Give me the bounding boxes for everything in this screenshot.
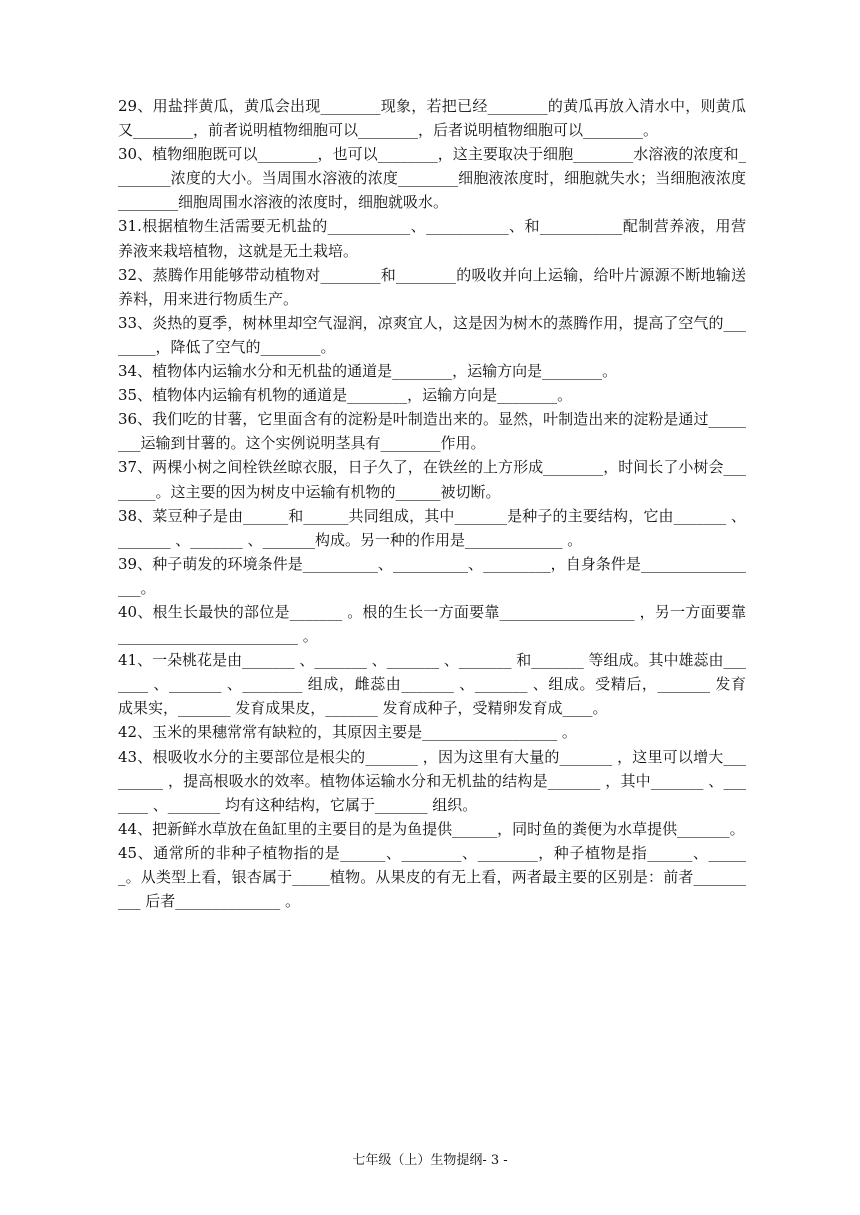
question-32: 32、蒸腾作用能够带动植物对________和________的吸收并向上运输，给叶片源源不断地输送养料，用来进行物质生产。 [118,265,746,308]
question-35: 35、植物体内运输有机物的通道是________，运输方向是________。 [118,386,573,405]
question-42: 42、玉米的果穗常常有缺粒的，其原因主要是__________________ 。 [118,723,577,742]
question-38: 38、菜豆种子是由______和______共同组成，其中_______是种子的主要结构，它由_______ 、_______ 、_______ 、_______构成。另一种的作用是_____________ 。 [118,506,746,549]
question-36: 36、我们吃的甘薯，它里面含有的淀粉是叶制造出来的。显然，叶制造出来的淀粉是通过________运输到甘薯的。这个实例说明茎具有________作用。 [118,410,746,453]
page-footer: 七年级（上）生物提纲- 3 - [352,1153,508,1168]
question-33: 33、炎热的夏季，树林里却空气湿润，凉爽宜人，这是因为树木的蒸腾作用，提高了空气的________，降低了空气的________。 [118,313,746,356]
question-29: 29、用盐拌黄瓜，黄瓜会出现________现象，若把已经________的黄瓜再放入清水中，则黄瓜又________，前者说明植物细胞可以________，后者说明植物细胞可以________。 [118,97,746,140]
question-45: 45、通常所的非种子植物指的是______、________、________，种子植物是指______、______。从类型上看，银杏属于_____植物。从果皮的有无上看，两者最主要的区别是：前者__________ 后者______________ 。 [118,843,746,911]
question-31: 31.根据植物生活需要无机盐的___________、___________、和___________配制营养液，用营养液来栽培植物，这就是无土栽培。 [118,217,746,260]
question-43: 43、根吸收水分的主要部位是根尖的_______ ，因为这里有大量的_______ ，这里可以增大_________ ，提高根吸水的效率。植物体运输水分和无机盐的结构是_______ ，其中_______ 、_______ 、_______ 均有这种结构，它属于_______ 组织。 [118,747,746,814]
question-30: 30、植物细胞既可以________，也可以________，这主要取决于细胞________水溶液的浓度和________浓度的大小。当周围水溶液的浓度________细胞液浓度时，细胞就失水；当细胞液浓度________细胞周围水溶液的浓度时，细胞就吸水。 [118,145,746,212]
question-34: 34、植物体内运输水分和无机盐的通道是________，运输方向是________。 [118,362,618,381]
question-39: 39、种子萌发的环境条件是__________、__________、_________，自身条件是_________________。 [118,554,746,597]
question-41: 41、一朵桃花是由_______ 、_______ 、_______ 、_______ 和_______ 等组成。其中雄蕊由_______ 、_______ 、________ 组成，雌蕊由_______ 、_______ 、组成。受精后，_______ 发育成果实，_______ 发育成果皮，_______ 发育成种子，受精卵发育成____。 [118,651,746,718]
question-44: 44、把新鲜水草放在鱼缸里的主要目的是为鱼提供______，同时鱼的粪便为水草提供_______。 [118,819,745,838]
question-37: 37、两棵小树之间栓铁丝晾衣服，日子久了，在铁丝的上方形成________，时间长了小树会________。这主要的因为树皮中运输有机物的______被切断。 [118,458,746,501]
question-list [118,94,746,913]
question-40: 40、根生长最快的部位是_______ 。根的生长一方面要靠__________________ ，另一方面要靠________________________ 。 [118,602,746,646]
